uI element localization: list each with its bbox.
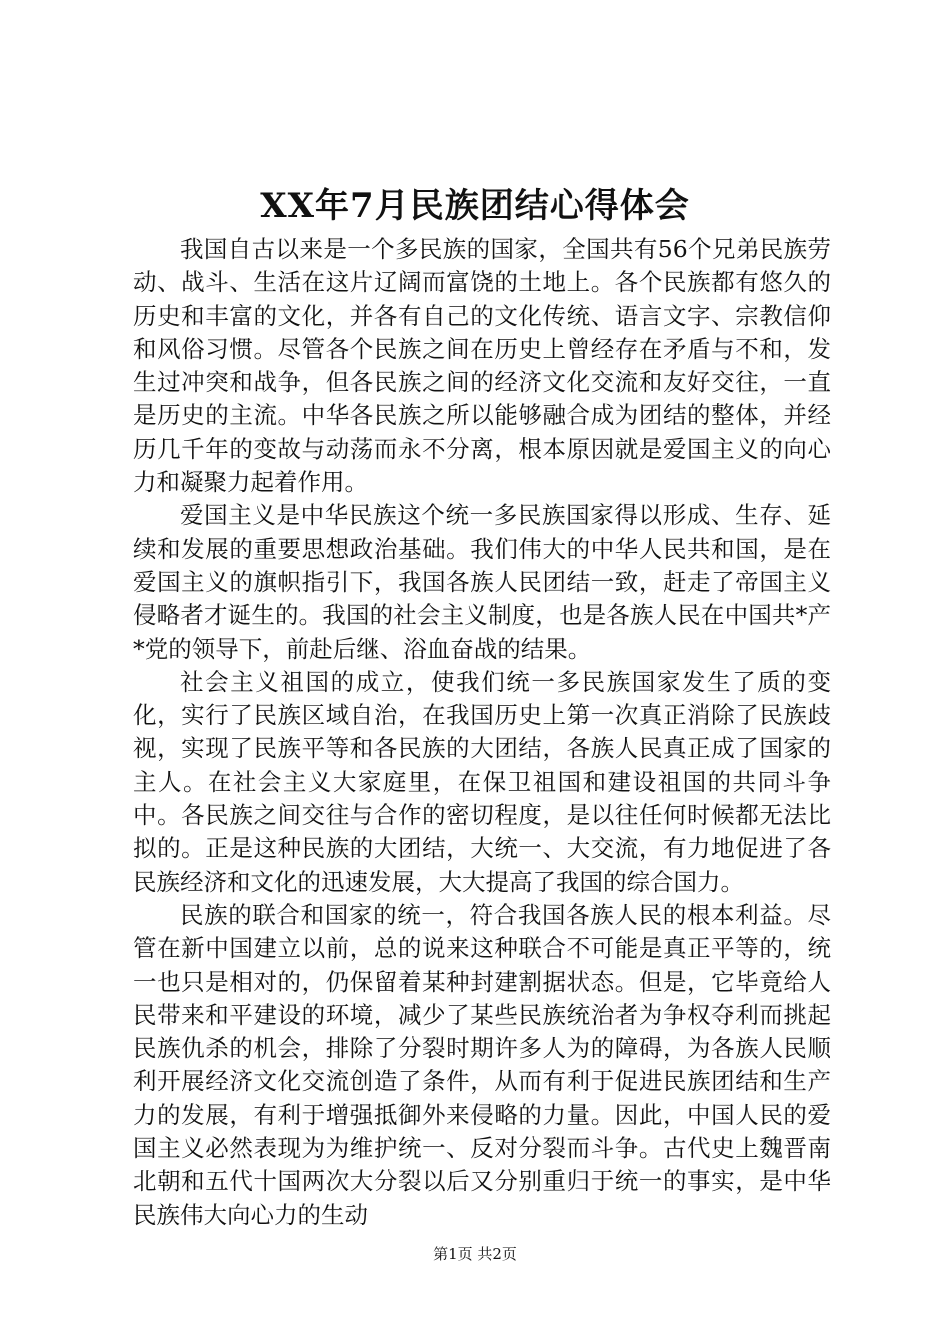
page-title: XX年7月民族团结心得体会 (260, 186, 690, 226)
page-number-footer: 第1页 共2页 (433, 1245, 517, 1263)
paragraph: 我国自古以来是一个多民族的国家，全国共有56个兄弟民族劳动、战斗、生活在这片辽阔而富饶的土地上。各个民族都有悠久的历史和丰富的文化，并各有自己的文化传统、语言文字、宗教信仰和风俗习惯。尽管各个民族之间在历史上曾经存在矛盾与不和，发生过冲突和战争，但各民族之间的经济文化交流和友好交往，一直是历史的主流。中华各民族之所以能够融合成为团结的整体，并经历几千年的变故与动荡而永不分离，根本原因就是爱国主义的向心力和凝聚力起着作用。 (133, 235, 831, 497)
paragraph: 民族的联合和国家的统一，符合我国各族人民的根本利益。尽管在新中国建立以前，总的说来这种联合不可能是真正平等的，统一也只是相对的，仍保留着某种封建割据状态。但是，它毕竟给人民带来和平建设的环境，减少了某些民族统治者为争权夺利而挑起民族仇杀的机会，排除了分裂时期许多人为的障碍，为各族人民顺利开展经济文化交流创造了条件，从而有利于促进民族团结和生产力的发展，有利于增强抵御外来侵略的力量。因此，中国人民的爱国主义必然表现为为维护统一、反对分裂而斗争。古代史上魏晋南北朝和五代十国两次大分裂以后又分别重归于统一的事实，是中华民族伟大向心力的生动 (133, 900, 831, 1229)
paragraph: 社会主义祖国的成立，使我们统一多民族国家发生了质的变化，实行了民族区域自治，在我国历史上第一次真正消除了民族歧视，实现了民族平等和各民族的大团结，各族人民真正成了国家的主人。在社会主义大家庭里，在保卫祖国和建设祖国的共同斗争中。各民族之间交往与合作的密切程度，是以往任何时候都无法比拟的。正是这种民族的大团结，大统一、大交流，有力地促进了各民族经济和文化的迅速发展，大大提高了我国的综合国力。 (133, 667, 831, 896)
paragraph: 爱国主义是中华民族这个统一多民族国家得以形成、生存、延续和发展的重要思想政治基础。我们伟大的中华人民共和国，是在爱国主义的旗帜指引下，我国各族人民团结一致，赶走了帝国主义侵略者才诞生的。我国的社会主义制度，也是各族人民在中国共*产*党的领导下，前赴后继、浴血奋战的结果。 (133, 501, 831, 663)
document-body (133, 233, 831, 1232)
